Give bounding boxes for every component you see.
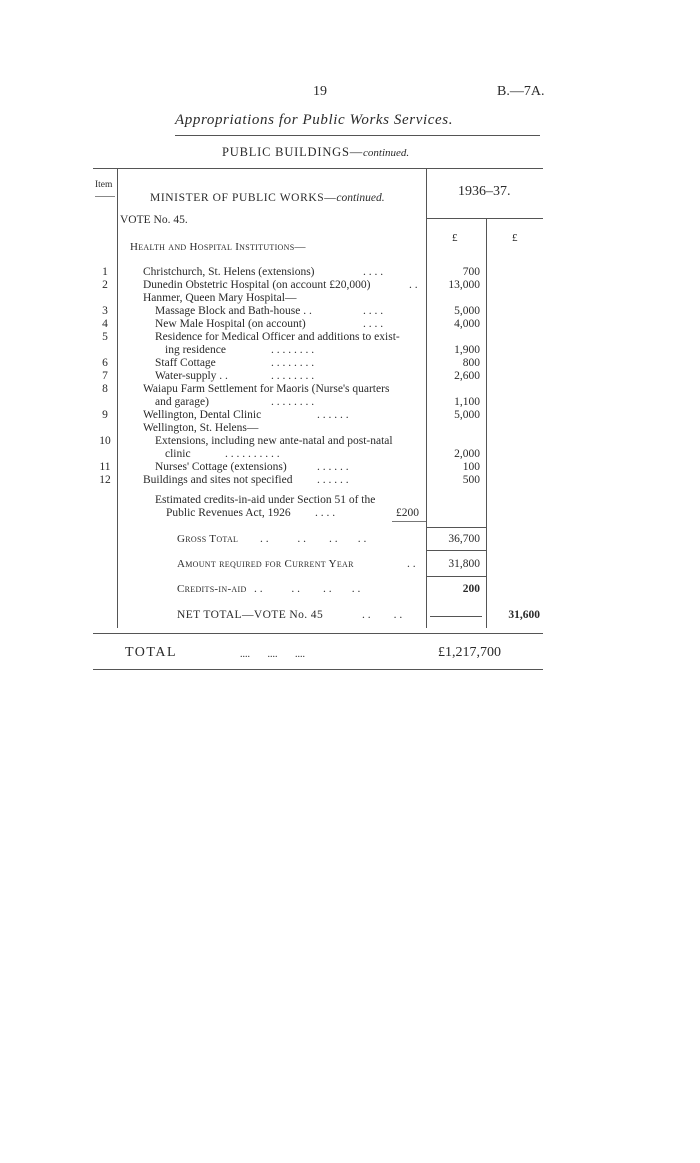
item-description: Hanmer, Queen Mary Hospital— xyxy=(143,292,297,304)
item-description: and garage) xyxy=(155,396,209,408)
credits-note-line2: Public Revenues Act, 1926 xyxy=(166,507,291,519)
leader-dots: . . xyxy=(409,279,418,291)
item-amount: 2,000 xyxy=(454,448,480,460)
item-number: 7 xyxy=(102,370,108,382)
item-amount: 1,100 xyxy=(454,396,480,408)
item-amount: 2,600 xyxy=(454,370,480,382)
leader-dots: . . . . . . . . xyxy=(271,344,315,356)
page-title: Appropriations for Public Works Services. xyxy=(175,112,454,128)
ministry-heading xyxy=(150,192,385,204)
gross-total-amount: 36,700 xyxy=(448,533,480,545)
net-total-rule xyxy=(430,616,482,617)
table-row xyxy=(93,305,543,318)
amount-required-value: 31,800 xyxy=(448,558,480,570)
item-amount: 1,900 xyxy=(454,344,480,356)
table-top-rule xyxy=(93,168,543,169)
item-number: 6 xyxy=(102,357,108,369)
table-row xyxy=(93,292,543,305)
item-amount: 700 xyxy=(462,266,480,278)
leader-dots: . . . . . . xyxy=(317,409,349,421)
table-row xyxy=(93,435,543,448)
item-number: 10 xyxy=(99,435,111,447)
leader-dots: . . . . xyxy=(362,609,403,621)
document-reference: B.—7A. xyxy=(497,84,545,99)
item-amount: 5,000 xyxy=(454,409,480,421)
leader-dots: . . . . . . . . xyxy=(271,357,315,369)
item-number: 12 xyxy=(99,474,111,486)
item-description: Water-supply . . xyxy=(155,370,228,382)
subtitle-main: PUBLIC BUILDINGS— xyxy=(222,145,364,159)
item-description: Wellington, St. Helens— xyxy=(143,422,259,434)
item-header-underline xyxy=(95,196,115,197)
table-row xyxy=(93,383,543,396)
section-subtitle xyxy=(222,145,409,160)
title-rule xyxy=(175,135,540,136)
item-number: 1 xyxy=(102,266,108,278)
item-description: Christchurch, St. Helens (extensions) xyxy=(143,266,315,278)
table-row xyxy=(93,279,543,292)
leader-dots: . . xyxy=(407,558,416,570)
amount-required-rule xyxy=(426,576,486,577)
credits-note-line1: Estimated credits-in-aid under Section 51 of the xyxy=(155,494,376,506)
table-row xyxy=(93,448,543,461)
subtitle-continued: continued. xyxy=(363,147,410,159)
leader-dots: . . . . xyxy=(363,305,384,317)
credits-note-amount: £200 xyxy=(396,507,419,519)
table-row xyxy=(93,266,543,279)
item-description: Nurses' Cottage (extensions) xyxy=(155,461,287,473)
gross-total-bottom-rule xyxy=(426,550,486,551)
item-number: 11 xyxy=(99,461,111,473)
leader-dots: . . . . . . . . xyxy=(260,533,367,545)
item-description: clinic xyxy=(165,448,191,460)
year-heading: 1936–37. xyxy=(458,184,511,199)
leader-dots: . . . . . . xyxy=(317,474,349,486)
item-description: Residence for Medical Officer and additions to exist- xyxy=(155,331,400,343)
gross-total-top-rule xyxy=(426,527,486,528)
amount-required-label: Amount required for Current Year xyxy=(177,558,354,570)
item-number: 9 xyxy=(102,409,108,421)
table-row xyxy=(93,318,543,331)
table-row xyxy=(93,344,543,357)
item-amount: 4,000 xyxy=(454,318,480,330)
grand-total-value: £1,217,700 xyxy=(438,645,501,660)
page-number: 19 xyxy=(313,84,327,99)
leader-dots: . . . . . . xyxy=(317,461,349,473)
leader-dots: . . . . xyxy=(315,507,336,519)
item-description: Buildings and sites not specified xyxy=(143,474,293,486)
leader-dots: . . . . xyxy=(363,266,384,278)
credits-in-aid-label: Credits-in-aid xyxy=(177,583,247,595)
item-description: Dunedin Obstetric Hospital (on account £20,000) xyxy=(143,279,371,291)
table-bottom-rule xyxy=(93,633,543,634)
leader-dots: . . . . xyxy=(363,318,384,330)
item-amount: 100 xyxy=(462,461,480,473)
item-number: 5 xyxy=(102,331,108,343)
institution-section-heading: Health and Hospital Institutions— xyxy=(130,241,306,253)
item-amount: 5,000 xyxy=(454,305,480,317)
leader-dots: . . . . . . . . xyxy=(271,396,315,408)
item-amount: 13,000 xyxy=(448,279,480,291)
net-total-label: NET TOTAL—VOTE No. 45 xyxy=(177,609,324,621)
item-description: Wellington, Dental Clinic xyxy=(143,409,262,421)
ministry-continued: continued. xyxy=(336,192,385,204)
grand-total-dots: .... .... .... xyxy=(240,649,305,660)
leader-dots: . . . . . . . . xyxy=(271,370,315,382)
vote-heading: VOTE No. 45. xyxy=(120,214,188,226)
item-number: 3 xyxy=(102,305,108,317)
table-row xyxy=(93,474,543,487)
table-row xyxy=(93,461,543,474)
item-amount: 500 xyxy=(462,474,480,486)
currency-symbol-2: £ xyxy=(512,232,518,244)
leader-dots: . . . . . . . . . . xyxy=(225,448,280,460)
item-number: 8 xyxy=(102,383,108,395)
table-row xyxy=(93,370,543,383)
net-total-value: 31,600 xyxy=(508,609,540,621)
grand-total-rule xyxy=(93,669,543,670)
item-description: Extensions, including new ante-natal and post-natal xyxy=(155,435,393,447)
item-description: Staff Cottage xyxy=(155,357,216,369)
table-row xyxy=(93,422,543,435)
item-description: Waiapu Farm Settlement for Maoris (Nurse's quarters xyxy=(143,383,390,395)
item-description: ing residence xyxy=(165,344,226,356)
currency-symbol-1: £ xyxy=(452,232,458,244)
year-header-rule xyxy=(426,218,543,219)
credits-note-rule xyxy=(392,521,426,522)
table-row xyxy=(93,409,543,422)
gross-total-label: Gross Total xyxy=(177,533,239,545)
credits-in-aid-value: 200 xyxy=(462,583,480,595)
table-row xyxy=(93,357,543,370)
table-row xyxy=(93,331,543,344)
item-description: New Male Hospital (on account) xyxy=(155,318,306,330)
item-column-header: Item xyxy=(95,180,113,190)
item-amount: 800 xyxy=(462,357,480,369)
leader-dots: . . . . . . . . xyxy=(254,583,361,595)
item-description: Massage Block and Bath-house . . xyxy=(155,305,312,317)
item-number: 2 xyxy=(102,279,108,291)
ministry-main: MINISTER OF PUBLIC WORKS— xyxy=(150,192,337,204)
table-row xyxy=(93,396,543,409)
item-number: 4 xyxy=(102,318,108,330)
grand-total-label: TOTAL xyxy=(125,645,178,660)
